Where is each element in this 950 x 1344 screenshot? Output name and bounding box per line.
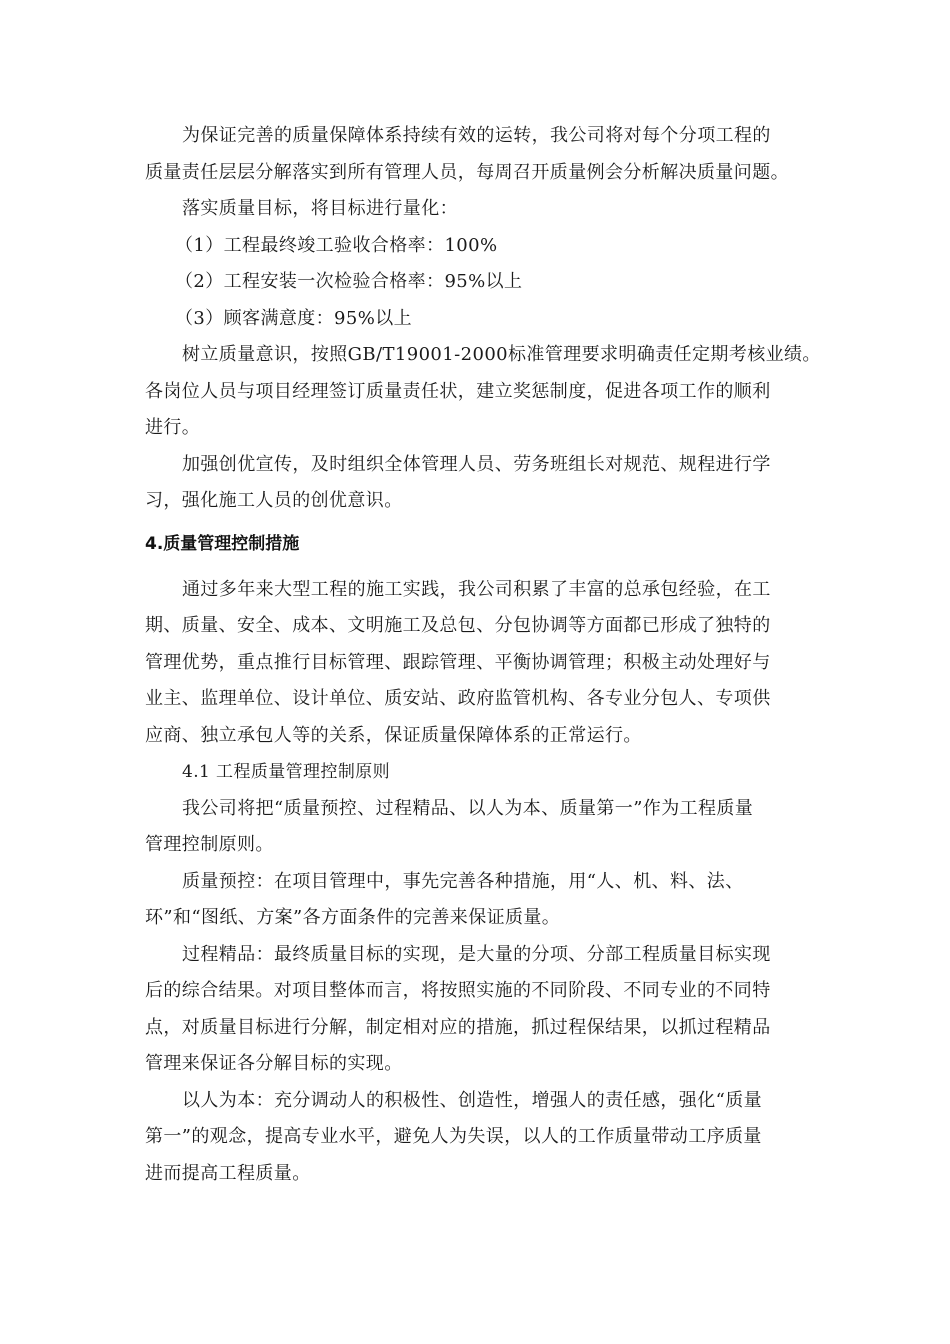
document-page	[145, 118, 821, 1192]
text-line: 管理来保证各分解目标的实现。	[145, 1053, 403, 1074]
text-line: 后的综合结果。对项目整体而言，将按照实施的不同阶段、不同专业的不同特	[145, 980, 771, 1001]
text-line: 管理控制原则。	[145, 834, 274, 855]
paragraph-promotion	[145, 447, 805, 520]
text-line: 第一”的观念，提高专业水平，避免人为失误，以人的工作质量带动工序质量	[145, 1126, 762, 1147]
text-line: 我公司将把“质量预控、过程精品、以人为本、质量第一”作为工程质量	[182, 797, 754, 819]
text-line: 质量责任层层分解落实到所有管理人员，每周召开质量例会分析解决质量问题。	[145, 161, 789, 183]
section-heading-4: 4.质量管理控制措施	[145, 533, 300, 554]
paragraph-experience	[145, 572, 805, 755]
text-line: 期、质量、安全、成本、文明施工及总包、分包协调等方面都已形成了独特的	[145, 615, 771, 636]
paragraph-quality-system	[145, 118, 805, 191]
text-line: 过程精品：最终质量目标的实现，是大量的分项、分部工程质量目标实现	[182, 943, 771, 965]
paragraph-quality-goals-intro	[145, 191, 805, 228]
text-line: 通过多年来大型工程的施工实践，我公司积累了丰富的总承包经验，在工	[182, 578, 771, 600]
paragraph-principles	[145, 791, 805, 864]
text-line: 加强创优宣传，及时组织全体管理人员、劳务班组长对规范、规程进行学	[182, 453, 771, 475]
goal-item-1: （1）工程最终竣工验收合格率：100%	[175, 234, 498, 256]
text-line: 业主、监理单位、设计单位、质安站、政府监管机构、各专业分包人、专项供	[145, 688, 771, 709]
text-line: 环”和“图纸、方案”各方面条件的完善来保证质量。	[145, 907, 561, 928]
subsection-heading-4-1: 4.1 工程质量管理控制原则	[182, 762, 391, 782]
text-line: 为保证完善的质量保障体系持续有效的运转，我公司将对每个分项工程的	[182, 125, 771, 146]
text-line: 质量预控：在项目管理中，事先完善各种措施，用“人、机、料、法、	[182, 870, 744, 892]
text-line: 以人为本：充分调动人的积极性、创造性，增强人的责任感，强化“质量	[182, 1089, 762, 1111]
text-line: 进行。	[145, 417, 201, 438]
text-line: 应商、独立承包人等的关系，保证质量保障体系的正常运行。	[145, 724, 642, 746]
text-line: 点，对质量目标进行分解，制定相对应的措施，抓过程保结果，以抓过程精品	[145, 1016, 771, 1038]
paragraph-quality-awareness	[145, 337, 821, 447]
text-line: 进而提高工程质量。	[145, 1162, 311, 1184]
text-line: 树立质量意识，按照GB/T19001-2000标准管理要求明确责任定期考核业绩。	[182, 344, 821, 365]
goal-item-2: （2）工程安装一次检验合格率：95%以上	[175, 271, 523, 292]
text-line: 各岗位人员与项目经理签订质量责任状，建立奖惩制度，促进各项工作的顺利	[145, 380, 771, 402]
goal-item-3: （3）顾客满意度：95%以上	[175, 307, 413, 329]
paragraph-process-excellence	[145, 937, 805, 1083]
text-line: 落实质量目标，将目标进行量化：	[182, 198, 458, 219]
paragraph-quality-precontrol	[145, 864, 805, 937]
text-line: 管理优势，重点推行目标管理、跟踪管理、平衡协调管理；积极主动处理好与	[145, 651, 771, 673]
paragraph-people-oriented	[145, 1083, 805, 1193]
text-line: 习，强化施工人员的创优意识。	[145, 490, 403, 511]
